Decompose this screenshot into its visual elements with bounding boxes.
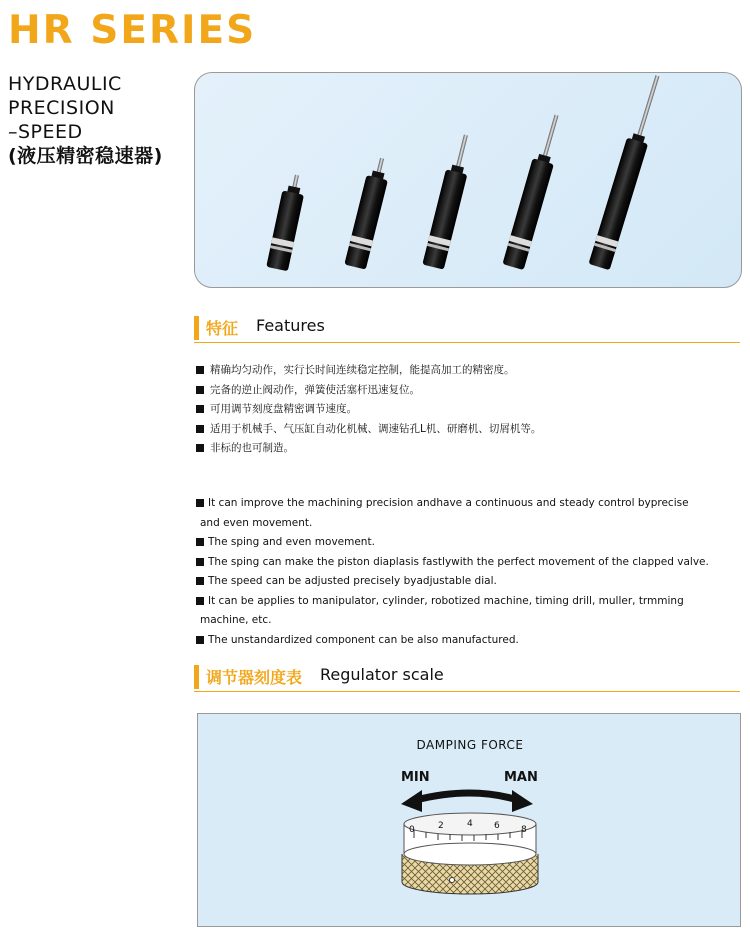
min-label: MIN bbox=[401, 770, 430, 785]
dial-number: 0 bbox=[409, 825, 415, 835]
series-subtitle bbox=[8, 72, 188, 168]
regulator-title-cn: 调节器刻度表 bbox=[206, 668, 303, 687]
bullet-square-icon bbox=[196, 636, 204, 644]
bullet-square-icon bbox=[196, 558, 204, 566]
features-list-cn bbox=[196, 361, 736, 459]
dial-number: 4 bbox=[467, 819, 473, 829]
subtitle-line-cn: (液压精密稳速器) bbox=[8, 145, 163, 167]
features-heading bbox=[194, 313, 740, 343]
max-label: MAN bbox=[504, 770, 538, 785]
dial-face bbox=[404, 813, 536, 865]
section-accent-bar bbox=[194, 665, 199, 689]
features-title-en: Features bbox=[256, 316, 325, 335]
hydraulic-cylinder-icon bbox=[422, 132, 476, 269]
damping-force-label: DAMPING FORCE bbox=[416, 738, 524, 752]
hydraulic-cylinder-icon bbox=[588, 73, 668, 270]
list-item: The speed can be adjusted precisely byadjustable dial. bbox=[196, 572, 740, 592]
list-item: It can be applies to manipulator, cylinder, robotized machine, timing drill, muller, trmming machine, etc. bbox=[196, 592, 740, 631]
bullet-square-icon bbox=[196, 577, 204, 585]
subtitle-line: –SPEED bbox=[8, 121, 83, 143]
bullet-square-icon bbox=[196, 386, 204, 394]
bullet-square-icon bbox=[196, 597, 204, 605]
bullet-square-icon bbox=[196, 405, 204, 413]
list-item: It can improve the machining precision andhave a continuous and steady control byprecise and even movement. bbox=[196, 494, 740, 533]
bullet-square-icon bbox=[196, 499, 204, 507]
list-item: 精确均匀动作，实行长时间连续稳定控制，能提高加工的精密度。 bbox=[196, 361, 736, 381]
section-accent-bar bbox=[194, 316, 199, 340]
dial-number: 8 bbox=[521, 825, 527, 835]
features-list-en bbox=[196, 494, 740, 650]
list-item: The unstandardized component can be also manufactured. bbox=[196, 631, 740, 651]
regulator-scale-panel bbox=[197, 713, 741, 927]
list-item: 适用于机械手、气压缸自动化机械、调速钻孔L机、研磨机、切屑机等。 bbox=[196, 420, 736, 440]
dial-number: 2 bbox=[438, 821, 444, 831]
bullet-square-icon bbox=[196, 366, 204, 374]
series-title: HR SERIES bbox=[8, 8, 257, 53]
regulator-heading bbox=[194, 662, 740, 692]
list-item: The sping and even movement. bbox=[196, 533, 740, 553]
product-photo-panel bbox=[194, 72, 742, 288]
hydraulic-cylinder-icon bbox=[266, 173, 307, 271]
bullet-square-icon bbox=[196, 425, 204, 433]
list-item: 可用调节刻度盘精密调节速度。 bbox=[196, 400, 736, 420]
dial-number: 6 bbox=[494, 821, 500, 831]
regulator-title-en: Regulator scale bbox=[320, 665, 444, 684]
hydraulic-cylinder-icon bbox=[502, 112, 567, 270]
dial-marker bbox=[450, 878, 455, 883]
double-arrow-icon bbox=[401, 790, 533, 812]
hydraulic-cylinder-icon bbox=[344, 156, 392, 270]
list-item: 非标的也可制造。 bbox=[196, 439, 736, 459]
hydraulic-cylinders-illustration bbox=[195, 73, 742, 288]
list-item: The sping can make the piston diaplasis fastlywith the perfect movement of the clapped valve. bbox=[196, 553, 740, 573]
bullet-square-icon bbox=[196, 444, 204, 452]
features-title-cn: 特征 bbox=[206, 319, 239, 338]
list-item: 完备的逆止阀动作，弹簧使活塞杆迅速复位。 bbox=[196, 381, 736, 401]
subtitle-line: PRECISION bbox=[8, 97, 115, 119]
bullet-square-icon bbox=[196, 538, 204, 546]
subtitle-line: HYDRAULIC bbox=[8, 73, 122, 95]
